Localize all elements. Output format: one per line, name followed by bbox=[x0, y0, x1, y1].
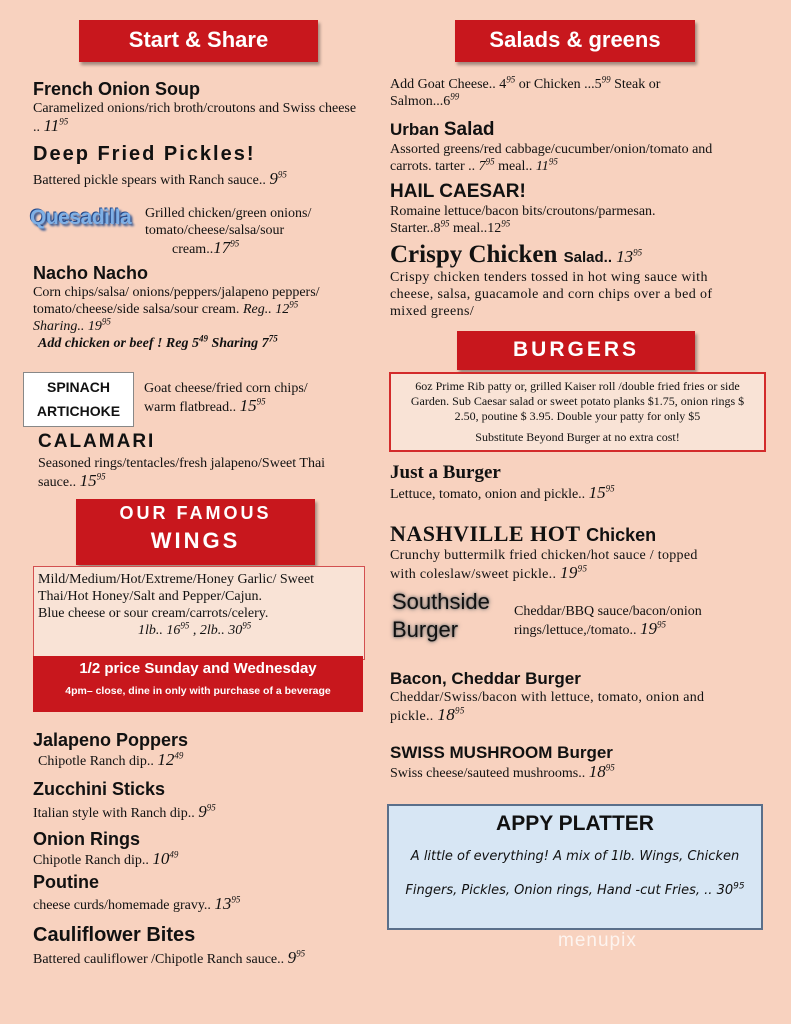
item-desc: Chipotle Ranch dip.. $12^{49}$ bbox=[38, 750, 184, 769]
wings-info-box: Mild/Medium/Hot/Extreme/Honey Garlic/ Sweet Thai/Hot Honey/Salt and Pepper/Cajun. Blue cheese or sour cream/carrots/celery. 1lb.. $16^{95}$ , 2lb.. $30^{95}$ bbox=[33, 566, 365, 660]
item-price: $15^{95}$ bbox=[588, 483, 615, 502]
item-price: $19^{95}$ bbox=[560, 563, 588, 582]
quesadilla-desc: Grilled chicken/green onions/ tomato/cheese/salsa/sour cream..17$^{95}$ bbox=[145, 206, 312, 257]
item-price: $15^{95}$ bbox=[79, 471, 106, 490]
menu-item-french-onion bbox=[33, 79, 363, 136]
item-price: $19^{95}$ bbox=[639, 619, 666, 638]
menu-item-urban-salad bbox=[390, 119, 760, 175]
burgers-banner bbox=[457, 331, 695, 370]
salads-title: Salads & greens bbox=[489, 27, 661, 52]
item-name: Nacho Nacho bbox=[33, 263, 149, 283]
menu-item-poutine bbox=[33, 872, 363, 914]
wings-banner bbox=[76, 499, 315, 565]
menu-item-onion-rings bbox=[33, 829, 363, 869]
item-price: $9^{95}$ bbox=[287, 948, 306, 967]
item-price: $11^{95}$ bbox=[43, 116, 69, 135]
wings-price: 1lb.. $16^{95}$ , 2lb.. $30^{95}$ bbox=[138, 620, 252, 638]
item-desc: Cheddar/Swiss/bacon with lettuce, tomato, onion and pickle.. $18^{95}$ bbox=[390, 690, 705, 724]
spinach-desc: Goat cheese/fried corn chips/ warm flatbread.. $15^{95}$ bbox=[144, 381, 308, 415]
item-name: Poutine bbox=[33, 872, 99, 892]
sharing-price: Sharing.. $19^{95}$ bbox=[33, 316, 111, 334]
item-price: $12^{49}$ bbox=[157, 750, 184, 769]
item-desc: Italian style with Ranch dip.. $9^{95}$ bbox=[33, 802, 216, 821]
reg-price: Reg.. $12^{95}$ bbox=[242, 299, 299, 317]
menupix-watermark: menupix bbox=[558, 930, 637, 951]
item-desc: Crunchy buttermilk fried chicken/hot sauce / topped with coleslaw/sweet pickle.. $19^{95}$ bbox=[390, 548, 698, 582]
burgers-title: BURGERS bbox=[512, 338, 639, 361]
wings-title-2: WINGS bbox=[150, 528, 241, 553]
menu-item-just-a-burger bbox=[390, 462, 760, 503]
quesadilla-logo: Quesadilla bbox=[30, 206, 132, 229]
item-price: $9^{95}$ bbox=[198, 802, 216, 821]
item-desc: Battered cauliflower /Chipotle Ranch sauce.. $9^{95}$ bbox=[33, 948, 306, 967]
start-share-title: Start & Share bbox=[128, 27, 269, 52]
item-name: Zucchini Sticks bbox=[33, 779, 166, 799]
appy-title: APPY PLATTER bbox=[496, 812, 654, 835]
southside-desc: Cheddar/BBQ sauce/bacon/onion rings/lettuce,/tomato.. $19^{95}$ bbox=[514, 604, 702, 638]
item-desc: Corn chips/salsa/ onions/peppers/jalapeno peppers/ tomato/cheese/side salsa/sour cream. Reg.. $12^{95}$ Sharing.. $19^{95}$ Add chicken or beef ! Reg $5^{49}$ Sharing $7^{75}$ bbox=[33, 284, 373, 352]
menu-item-calamari bbox=[38, 431, 368, 491]
salads-banner bbox=[455, 20, 695, 62]
menu-item-swiss-mushroom bbox=[390, 743, 760, 782]
appy-platter-box bbox=[387, 804, 763, 930]
item-desc: Assorted greens/red cabbage/cucumber/onion/tomato and carrots. tarter .. $7^{95}$ meal.. $11^{95}$ bbox=[390, 142, 713, 174]
item-name: Bacon, Cheddar Burger bbox=[390, 669, 581, 688]
item-name: Just a Burger bbox=[390, 462, 501, 483]
item-desc: Seasoned rings/tentacles/fresh jalapeno/Sweet Thai sauce.. $15^{95}$ bbox=[38, 456, 326, 490]
item-price: $10^{49}$ bbox=[152, 849, 179, 868]
item-name: Onion Rings bbox=[33, 829, 140, 849]
item-name: NASHVILLE HOT Chicken bbox=[390, 521, 657, 546]
southside-logo: Southside Burger bbox=[392, 589, 490, 642]
wings-title-1: OUR FAMOUS bbox=[119, 503, 272, 523]
item-desc: Battered pickle spears with Ranch sauce.. $9^{95}$ bbox=[33, 169, 287, 188]
item-name: CALAMARI bbox=[38, 431, 156, 452]
burger-info-box: 6oz Prime Rib patty or, grilled Kaiser roll /double fried fries or side Garden. Sub Caesar salad or sweet potato planks $1.75, onion rings $ 2.50, poutine $ 3.95. Double your patty for only $5 Substitute Beyond Burger at no extra cost! bbox=[389, 372, 766, 452]
item-desc: Lettuce, tomato, onion and pickle.. $15^{95}$ bbox=[390, 483, 615, 502]
item-price: $15^{95}$ bbox=[239, 396, 266, 415]
item-name: SWISS MUSHROOM Burger bbox=[390, 743, 613, 762]
item-name: Urban Salad bbox=[390, 119, 495, 140]
item-name: Cauliflower Bites bbox=[33, 924, 196, 946]
menu-item-crispy-chicken bbox=[390, 241, 770, 320]
item-desc: Chipotle Ranch dip.. $10^{49}$ bbox=[33, 849, 179, 868]
spinach-artichoke-label: SPINACH ARTICHOKE bbox=[23, 372, 134, 427]
item-price: $18^{95}$ bbox=[588, 762, 615, 781]
menu-item-cauliflower bbox=[33, 924, 373, 968]
appy-desc: A little of everything! A mix of 1lb. Wings, Chicken Fingers, Pickles, Onion rings, Hand -cut Fries, .. $30^{95}$ bbox=[405, 849, 745, 898]
menu-item-zucchini bbox=[33, 779, 363, 822]
start-share-banner bbox=[79, 20, 318, 62]
item-name: Deep Fried Pickles! bbox=[33, 143, 256, 165]
menu-item-caesar bbox=[390, 181, 760, 237]
half-price-banner bbox=[33, 656, 363, 712]
menu-item-nacho bbox=[33, 263, 373, 352]
item-price: $13^{95}$ bbox=[214, 894, 241, 913]
half-price-title: 1/2 price Sunday and Wednesday bbox=[79, 660, 317, 677]
menu-item-nashville bbox=[390, 521, 770, 583]
item-name: Crispy Chicken Salad.. $13^{95}$ bbox=[390, 241, 643, 268]
item-desc: Caramelized onions/rich broth/croutons and Swiss cheese .. $11^{95}$ bbox=[33, 101, 357, 135]
item-name: HAIL CAESAR! bbox=[390, 181, 526, 202]
menu-item-jalapeno bbox=[33, 730, 363, 770]
menu-item-bacon-cheddar bbox=[390, 669, 760, 725]
item-name: Jalapeno Poppers bbox=[33, 730, 189, 750]
salad-addons: Add Goat Cheese.. $4^{95}$ or Chicken ...5$^{99}$ Steak or Salmon...6$^{99}$ bbox=[390, 74, 661, 109]
item-price: $9^{95}$ bbox=[269, 169, 287, 188]
add-protein: Add chicken or beef ! Reg $5^{49}$ Sharing $7^{75}$ bbox=[38, 333, 278, 351]
item-name: French Onion Soup bbox=[33, 79, 200, 99]
item-desc: Romaine lettuce/bacon bits/croutons/parmesan. $Starter..8^{95}$ meal..12$^{95}$ bbox=[390, 204, 656, 236]
half-price-sub: 4pm– close, dine in only with purchase of a beverage bbox=[65, 685, 331, 697]
item-desc: cheese curds/homemade gravy.. $13^{95}$ bbox=[33, 894, 241, 913]
item-price: $17^{95}$ bbox=[213, 238, 240, 257]
menu-item-pickles bbox=[33, 143, 363, 189]
item-desc: Swiss cheese/sauteed mushrooms.. $18^{95}$ bbox=[390, 762, 615, 781]
item-price: $18^{95}$ bbox=[437, 705, 465, 724]
item-desc: Crispy chicken tenders tossed in hot wing sauce with cheese, salsa, guacamole and corn chips over a bed of mixed greens/ bbox=[390, 270, 713, 319]
